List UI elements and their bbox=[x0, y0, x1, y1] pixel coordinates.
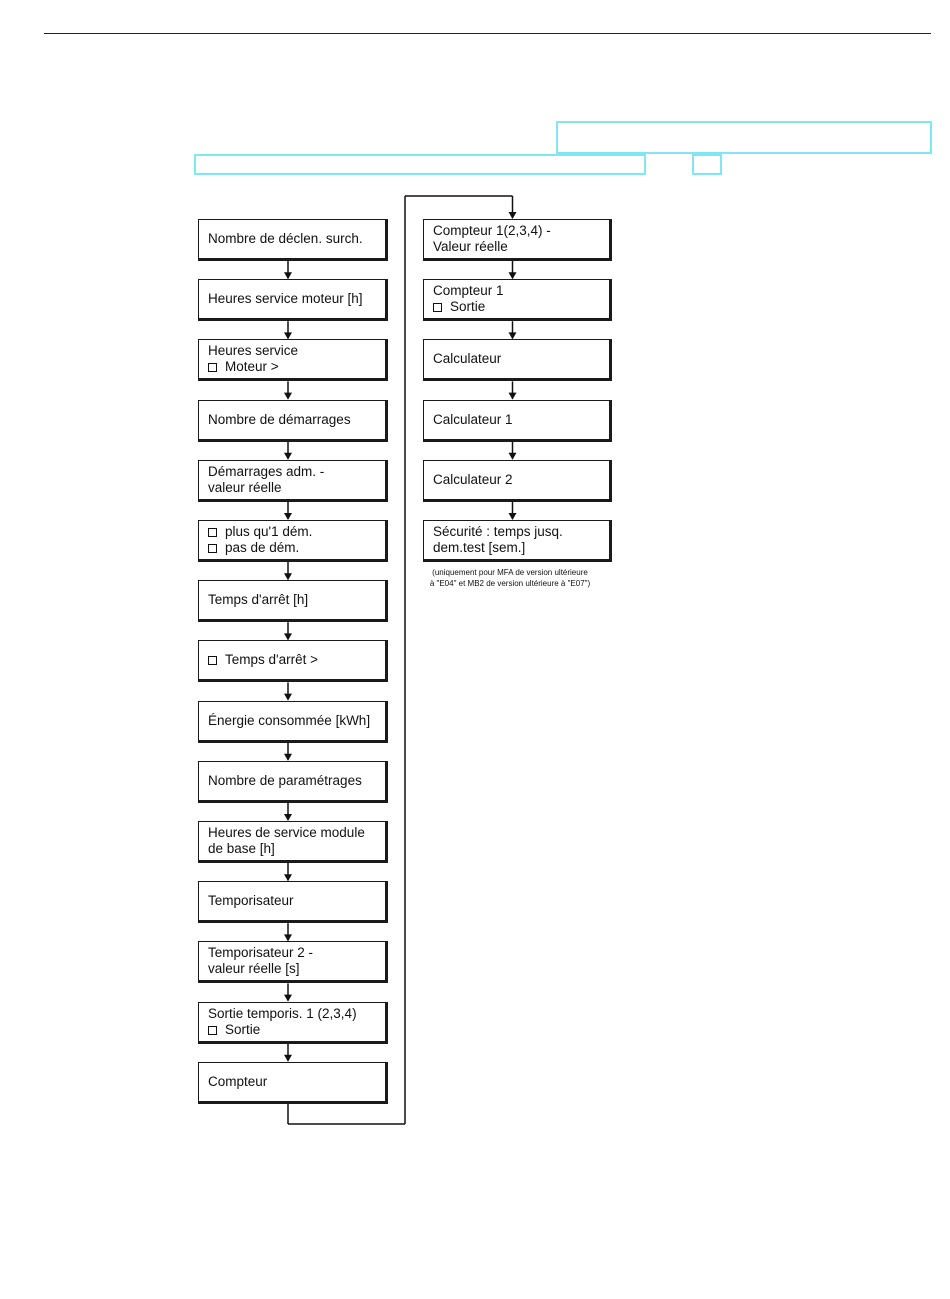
arrow-head bbox=[284, 694, 292, 701]
checkbox-icon bbox=[208, 528, 217, 537]
arrow-head bbox=[284, 393, 292, 400]
node-line bbox=[208, 343, 385, 359]
checkbox-icon bbox=[208, 1026, 217, 1035]
loop-arrow-head bbox=[509, 212, 517, 219]
checkbox-icon bbox=[433, 303, 442, 312]
node-line bbox=[433, 524, 609, 540]
left-node-3 bbox=[198, 339, 388, 381]
node-text: Calculateur bbox=[433, 351, 502, 366]
node-text: Nombre de paramétrages bbox=[208, 773, 362, 788]
node-line bbox=[208, 945, 385, 961]
node-text: Valeur réelle bbox=[433, 239, 508, 254]
node-line bbox=[208, 841, 385, 857]
left-node-11 bbox=[198, 821, 388, 863]
left-node-6 bbox=[198, 520, 388, 562]
arrow-head bbox=[284, 513, 292, 520]
node-text: Compteur 1(2,3,4) - bbox=[433, 223, 551, 238]
right-node-6 bbox=[423, 520, 612, 562]
checkbox-icon bbox=[208, 656, 217, 665]
node-line bbox=[208, 291, 385, 307]
node-line bbox=[433, 223, 609, 239]
node-line bbox=[433, 540, 609, 556]
left-node-7 bbox=[198, 580, 388, 622]
arrow-head bbox=[284, 1055, 292, 1062]
node-text: Heures service moteur [h] bbox=[208, 291, 363, 306]
node-line bbox=[208, 480, 385, 496]
node-text: Sortie bbox=[450, 299, 486, 314]
node-text: Heures service bbox=[208, 343, 299, 358]
node-text: Sécurité : temps jusq. bbox=[433, 524, 563, 539]
node-text: Calculateur 2 bbox=[433, 472, 513, 487]
node-line bbox=[208, 1074, 385, 1090]
node-line bbox=[208, 652, 385, 668]
node-line bbox=[208, 825, 385, 841]
node-text: Sortie temporis. 1 (2,3,4) bbox=[208, 1006, 357, 1021]
right-node-4 bbox=[423, 400, 612, 442]
left-node-8 bbox=[198, 640, 388, 682]
arrow-head bbox=[509, 393, 517, 400]
node-line bbox=[208, 412, 385, 428]
left-node-10 bbox=[198, 761, 388, 803]
node-text: Démarrages adm. - bbox=[208, 464, 325, 479]
left-node-9 bbox=[198, 701, 388, 743]
right-node-3 bbox=[423, 339, 612, 381]
node-text: valeur réelle [s] bbox=[208, 961, 300, 976]
node-text: Énergie consommée [kWh] bbox=[208, 713, 371, 728]
node-text: plus qu'1 dém. bbox=[225, 524, 313, 539]
node-text: Nombre de démarrages bbox=[208, 412, 351, 427]
footnote-line-1: (uniquement pour MFA de version ultérieure bbox=[432, 568, 588, 577]
node-line bbox=[433, 412, 609, 428]
node-text: Moteur > bbox=[225, 359, 279, 374]
node-text: Temps d'arrêt [h] bbox=[208, 592, 309, 607]
left-node-15 bbox=[198, 1062, 388, 1104]
arrow-head bbox=[509, 513, 517, 520]
footnote bbox=[410, 567, 610, 589]
footnote-line-2: à "E04" et MB2 de version ultérieure à "E07") bbox=[429, 579, 591, 588]
node-line bbox=[208, 1006, 385, 1022]
node-text: de base [h] bbox=[208, 841, 275, 856]
node-line bbox=[433, 299, 609, 315]
node-text: Compteur bbox=[208, 1074, 268, 1089]
arrow-head bbox=[284, 453, 292, 460]
node-line bbox=[433, 283, 609, 299]
node-line bbox=[208, 359, 385, 375]
left-node-1 bbox=[198, 219, 388, 261]
left-node-2 bbox=[198, 279, 388, 321]
node-text: Nombre de déclen. surch. bbox=[208, 231, 363, 246]
node-line bbox=[433, 472, 609, 488]
node-line bbox=[208, 231, 385, 247]
node-line bbox=[208, 524, 385, 540]
node-line bbox=[208, 592, 385, 608]
node-line bbox=[208, 1022, 385, 1038]
arrow-head bbox=[284, 995, 292, 1002]
left-node-14 bbox=[198, 1002, 388, 1044]
left-node-5 bbox=[198, 460, 388, 502]
node-text: Sortie bbox=[225, 1022, 261, 1037]
node-line bbox=[433, 239, 609, 255]
node-line bbox=[433, 351, 609, 367]
node-text: Temporisateur bbox=[208, 893, 294, 908]
node-line bbox=[208, 961, 385, 977]
left-node-12 bbox=[198, 881, 388, 923]
node-line bbox=[208, 464, 385, 480]
arrow-head bbox=[284, 814, 292, 821]
node-text: dem.test [sem.] bbox=[433, 540, 526, 555]
node-text: Temporisateur 2 - bbox=[208, 945, 314, 960]
left-node-13 bbox=[198, 941, 388, 983]
node-text: valeur réelle bbox=[208, 480, 282, 495]
node-text: Temps d'arrêt > bbox=[225, 652, 318, 667]
node-line bbox=[208, 773, 385, 789]
node-line bbox=[208, 540, 385, 556]
checkbox-icon bbox=[208, 544, 217, 553]
right-node-5 bbox=[423, 460, 612, 502]
node-text: Heures de service module bbox=[208, 825, 365, 840]
node-line bbox=[208, 893, 385, 909]
node-text: Calculateur 1 bbox=[433, 412, 513, 427]
arrow-head bbox=[509, 453, 517, 460]
checkbox-icon bbox=[208, 363, 217, 372]
node-text: Compteur 1 bbox=[433, 283, 504, 298]
right-node-1 bbox=[423, 219, 612, 261]
node-text: pas de dém. bbox=[225, 540, 300, 555]
node-line bbox=[208, 713, 385, 729]
arrow-head bbox=[284, 754, 292, 761]
left-node-4 bbox=[198, 400, 388, 442]
right-node-2 bbox=[423, 279, 612, 321]
